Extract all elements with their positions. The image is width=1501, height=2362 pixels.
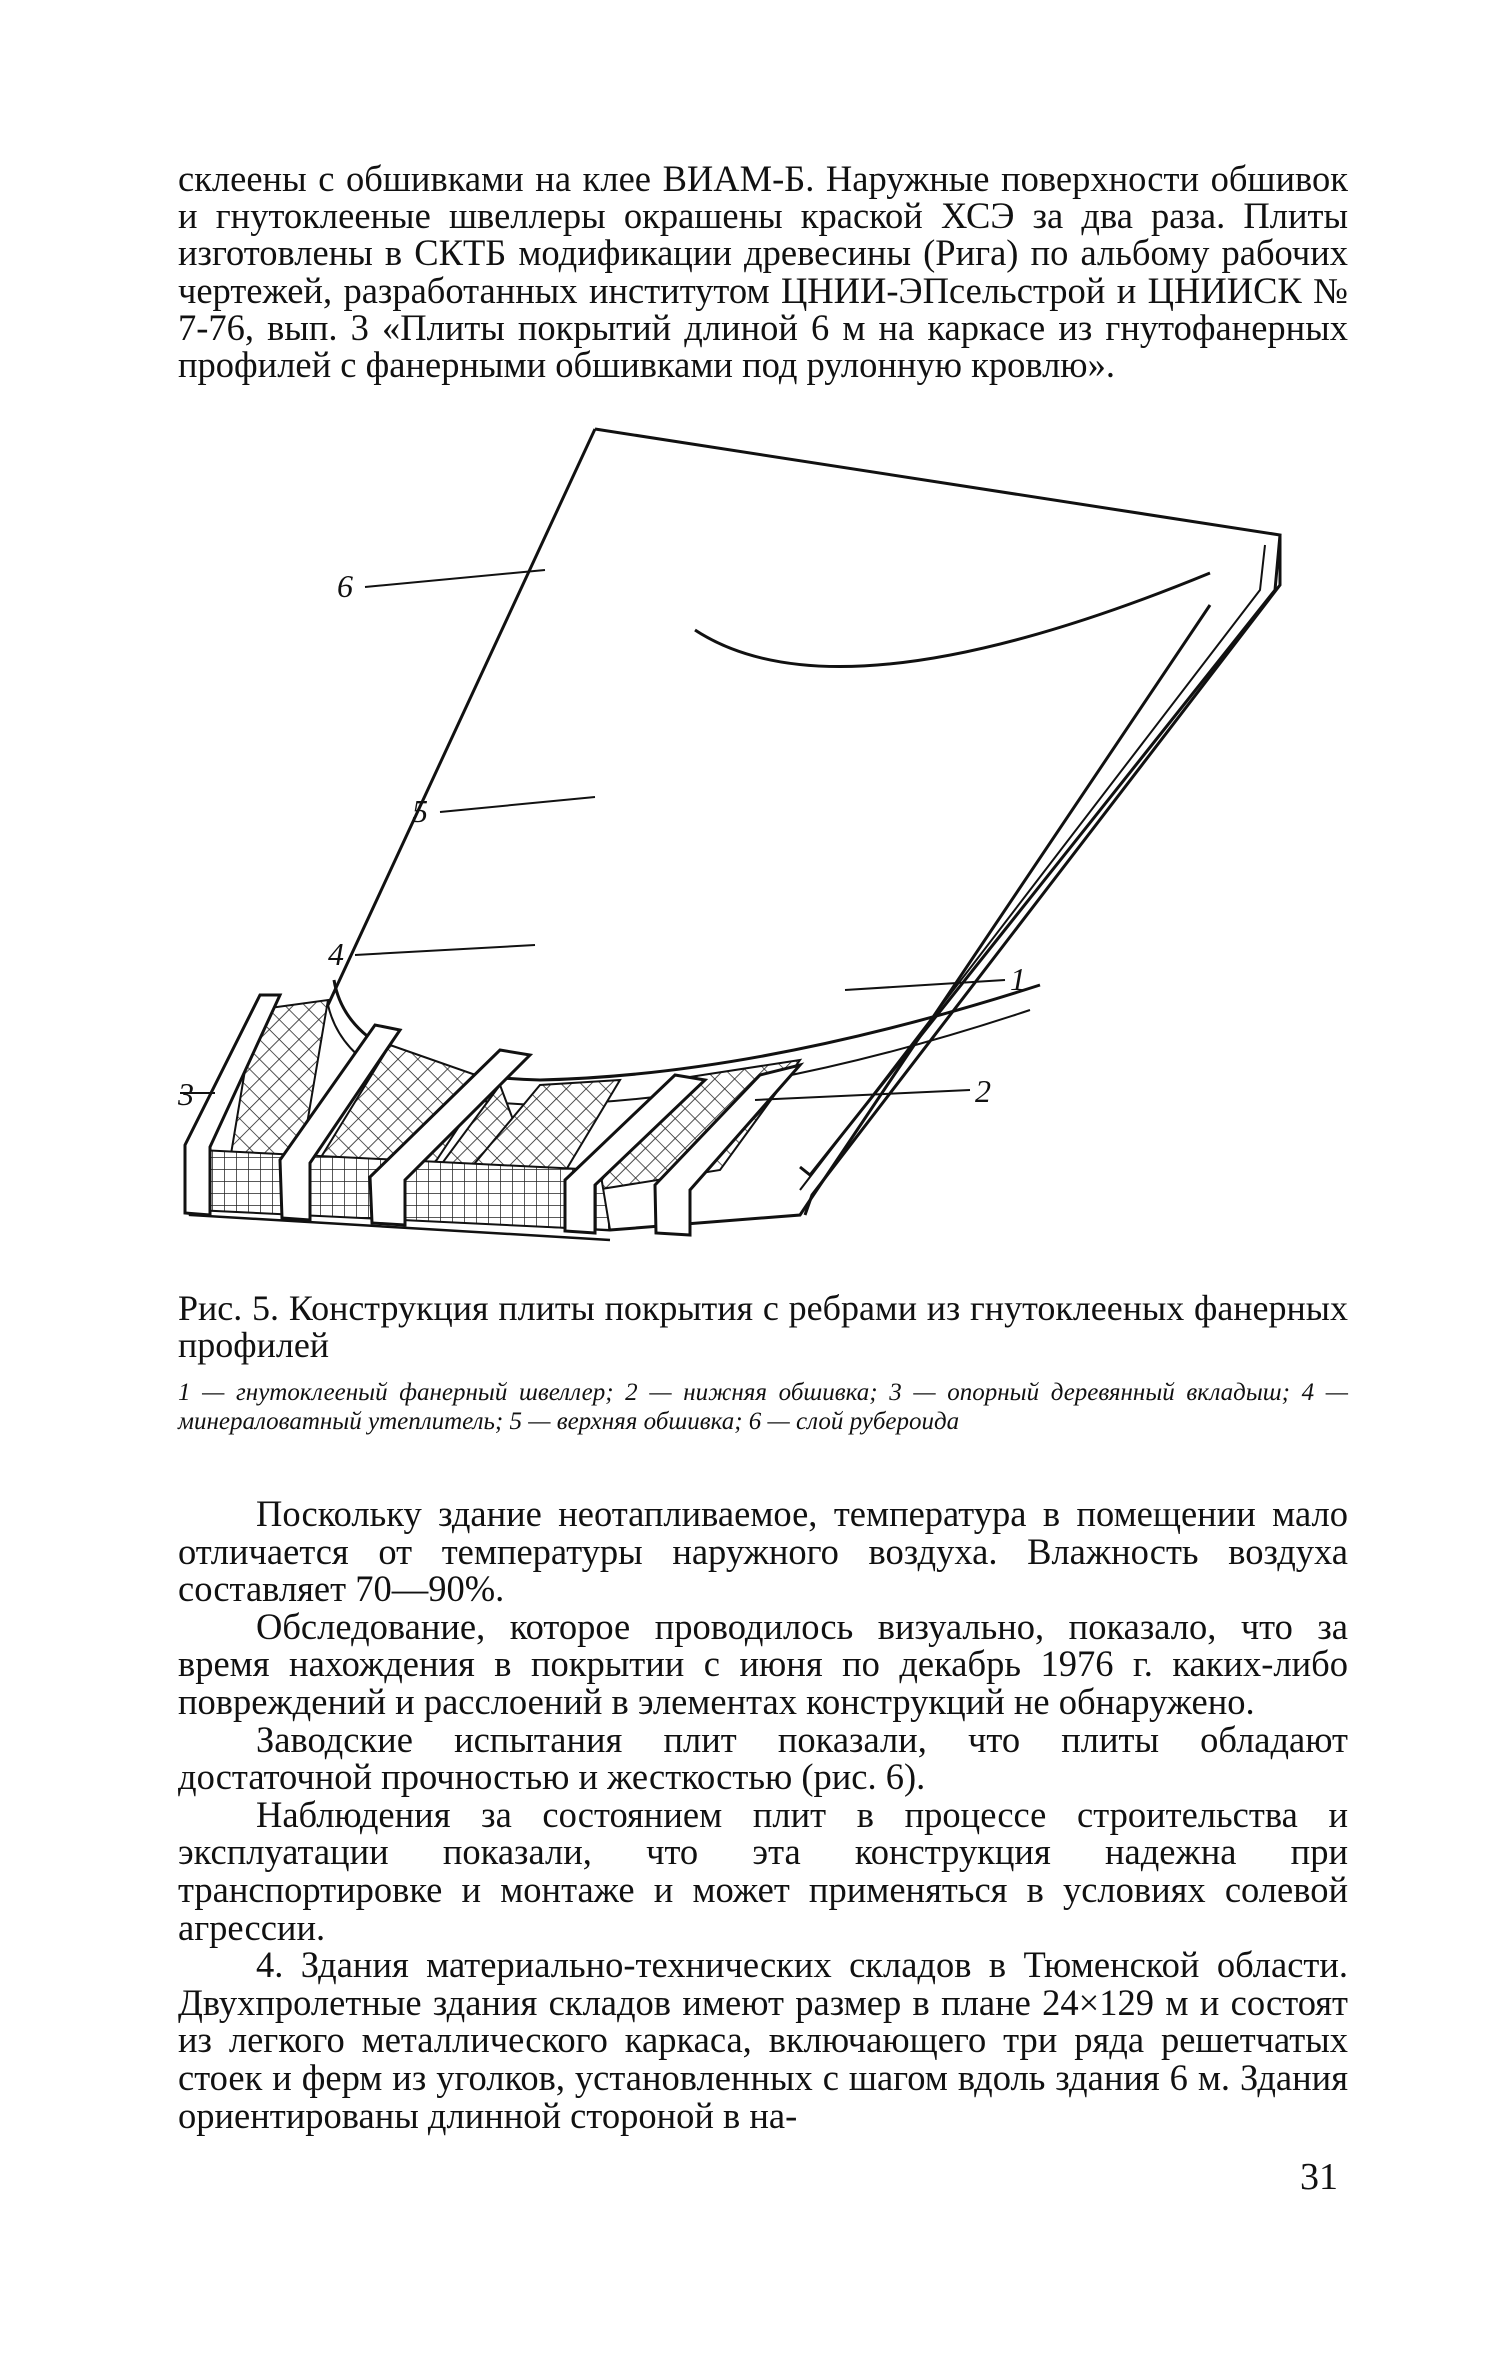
paragraph-tests: Заводские испытания плит показали, что плиты обладают достаточной прочностью и жесткостью (рис. 6). <box>178 1718 1348 1798</box>
figure-label-6: 6 <box>337 568 353 604</box>
panel-construction-figure <box>178 425 1320 1235</box>
top-sheet-outline <box>595 429 1280 1175</box>
body-text <box>178 1495 1348 2134</box>
figure-legend: 1 — гнутоклееный фанерный швеллер; 2 — нижняя обшивка; 3 — опорный деревянный вкладыш; 4 — минераловатный утеплитель; 5 — верхняя обшивка; 6 — слой рубероида <box>178 1379 1348 1436</box>
paragraph-observations: Наблюдения за состоянием плит в процессе строительства и эксплуатации показали, что эта конструкция надежна при транспортировке и монтаже и может применяться в условиях солевой агрессии. <box>178 1793 1348 1948</box>
figure-label-1: 1 <box>1010 961 1026 997</box>
paragraph-warehouses: 4. Здания материально-технических складов в Тюменской области. Двухпролетные здания складов имеют размер в плане 24×129 м и состоят из легкого металлического каркаса, включающего три ряда решетчатых стоек и ферм из уголков, установленных с шагом вдоль здания 6 м. Здания ориентированы длинной стороной в на- <box>178 1944 1348 2136</box>
figure-label-2: 2 <box>975 1073 991 1109</box>
page-number: 31 <box>1300 2156 1338 2198</box>
figure-label-3: 3 <box>178 1076 194 1112</box>
figure-caption: Рис. 5. Конструкция плиты покрытия с ребрами из гнутоклееных фанерных профилей <box>178 1288 1348 1366</box>
paragraph-inspection: Обследование, которое проводилось визуально, показало, что за время нахождения в покрытии с июня по декабрь 1976 г. каких-либо повреждений и расслоений в элементах конструкций не обнаружено. <box>178 1605 1348 1722</box>
roofing-cut-curve <box>695 573 1210 667</box>
figure-label-4: 4 <box>328 936 344 972</box>
top-sheet-left-edge <box>328 429 595 1005</box>
paragraph-intro: склеены с обшивками на клее ВИАМ-Б. Наружные поверхности обшивок и гнутоклееные швеллеры окрашены краской ХСЭ за два раза. Плиты изготовлены в СКТБ модификации древесины (Рига) по альбому рабочих чертежей, разработанных институтом ЦНИИ-ЭПсельстрой и ЦНИИСК № 7-76, вып. 3 «Плиты покрытий длиной 6 м на каркасе из гнутофанерных профилей с фанерными обшивками под рулонную кровлю». <box>178 158 1348 386</box>
figure-label-5: 5 <box>412 793 428 829</box>
paragraph-temperature: Поскольку здание неотапливаемое, температура в помещении мало отличается от температуры наружного воздуха. Влажность воздуха составляет 70—90%. <box>178 1493 1348 1610</box>
panel-drawing <box>185 429 1280 1240</box>
